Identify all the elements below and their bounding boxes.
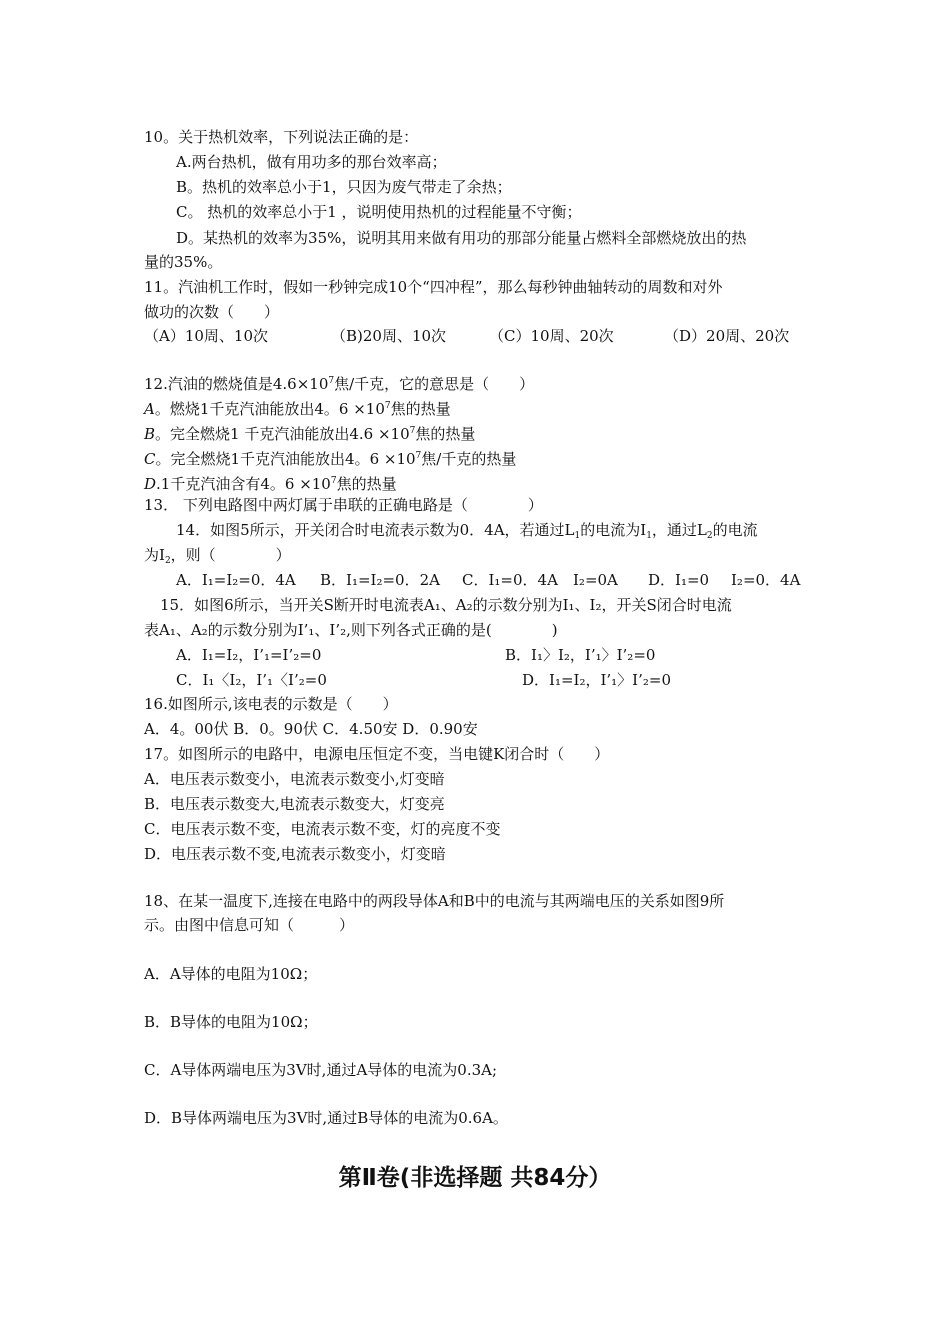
exponent: 7 [328,376,335,386]
option-letter: C [144,450,156,468]
exponent: 7 [409,426,416,436]
q15-option-d: D．I₁=I₂，I’₁〉I’₂=0 [522,671,671,689]
q14-option-c: C．I₁=0．4A [462,571,558,589]
option-letter: A [144,400,155,418]
q12-stem-text: 12.汽油的燃烧值是4.6×10 [144,375,329,393]
q10-option-a: A.两台热机，做有用功多的那台效率高； [176,153,447,171]
q18-stem-line1: 18、在某一温度下,连接在电路中的两段导体A和B中的电流与其两端电压的关系如图9所 [144,892,725,910]
q14-stem-line1 [176,520,758,546]
q18-option-c: C．A导体两端电压为3V时,通过A导体的电流为0.3A; [144,1061,498,1079]
q15-option-b: B．I₁〉I₂，I’₁〉I’₂=0 [505,646,656,664]
section-title: 第Ⅱ卷(非选择题 共84分） [338,1165,612,1191]
q14-option-c-part2: I₂=0A [573,571,618,589]
q11-option-d: （D）20周、20次 [664,327,790,345]
option-text-end: 焦的热量 [415,425,476,443]
subscript: 1 [646,531,652,541]
option-text: 。完全燃烧1 千克汽油能放出4.6 ×10 [155,425,410,443]
text: 的电流为I [580,521,647,539]
q11-stem-line2: 做功的次数（ ） [144,303,280,321]
q18-option-d: D．B导体两端电压为3V时,通过B导体的电流为0.6A。 [144,1109,508,1127]
text: ，通过L [651,521,707,539]
q16-options: A．4。00伏 B．0。90伏 C．4.50安 D．0.90安 [144,720,478,738]
q12-option-a [144,396,451,419]
q12-option-b [144,421,475,444]
q17-option-b: B．电压表示数变大,电流表示数变大，灯变亮 [144,795,445,813]
q12-option-d [144,471,397,494]
q18-option-b: B．B导体的电阻为10Ω； [144,1013,318,1031]
q10-option-c: C。 热机的效率总小于1 ，说明使用热机的过程能量不守衡； [176,203,582,221]
q11-option-a: （A）10周、10次 [144,327,269,345]
q14-option-b: B．I₁=I₂=0．2A [320,571,440,589]
q12-stem-text-end: 焦/千克，它的意思是（ ） [334,375,535,393]
q17-option-d: D．电压表示数不变,电流表示数变小，灯变暗 [144,845,446,863]
option-text-end: 焦的热量 [390,400,451,418]
q17-stem: 17。如图所示的电路中，电源电压恒定不变，当电键K闭合时（ ） [144,745,610,763]
q12-stem [144,371,534,394]
option-text: .1千克汽油含有4。6 ×10 [156,475,331,493]
option-text: 。燃烧1千克汽油能放出4。6 ×10 [154,400,385,418]
q16-stem: 16.如图所示,该电表的示数是（ ） [144,695,398,713]
option-letter: B [144,425,156,443]
text: 的电流 [712,521,758,539]
option-text-end: 焦/千克的热量 [421,450,517,468]
subscript: 1 [574,531,581,541]
q11-stem-line1: 11。汽油机工作时，假如一秒钟完成10个“四冲程”，那么每秒钟曲轴转动的周数和对外 [144,278,723,296]
q15-stem-line1: 15．如图6所示，当开关S断开时电流表A₁、A₂的示数分别为I₁、I₂，开关S闭合时电流 [160,596,732,614]
q15-stem-line2: 表A₁、A₂的示数分别为I’₁、I’₂,则下列各式正确的是( ) [144,621,558,639]
q12-option-c [144,446,516,469]
subscript: 2 [706,531,713,541]
q18-stem-line2: 示。由图中信息可知（ ） [144,916,355,934]
exponent: 7 [384,401,391,411]
q17-option-c: C．电压表示数不变，电流表示数不变，灯的亮度不变 [144,820,501,838]
q14-option-d-part2: I₂=0．4A [731,571,801,589]
q15-option-a: A．I₁=I₂，I’₁=I’₂=0 [176,646,322,664]
exponent: 7 [330,476,337,486]
q11-option-c: （C）10周、20次 [489,327,614,345]
option-text-end: 焦的热量 [336,475,397,493]
q14-stem-line2 [144,545,291,571]
q10-option-d-line2: 量的35%。 [144,253,223,271]
exponent: 7 [415,451,422,461]
text: 14．如图5所示，开关闭合时电流表示数为0．4A，若通过L [176,521,575,539]
option-text: 。完全燃烧1千克汽油能放出4。6 ×10 [155,450,416,468]
q10-option-d-line1: D。某热机的效率为35%，说明其用来做有用功的那部分能量占燃料全部燃烧放出的热 [176,229,747,247]
q14-option-d: D．I₁=0 [648,571,710,589]
text: ，则（ ） [170,546,291,564]
q14-option-a: A．I₁=I₂=0．4A [176,571,296,589]
text: 为I [144,546,165,564]
q10-stem: 10。关于热机效率，下列说法正确的是： [144,128,419,146]
q10-option-b: B。热机的效率总小于1，只因为废气带走了余热； [176,178,512,196]
q15-option-c: C．I₁〈I₂，I’₁〈I’₂=0 [176,671,327,689]
q17-option-a: A．电压表示数变小，电流表示数变小,灯变暗 [144,770,445,788]
subscript: 2 [164,556,171,566]
q18-option-a: A．A导体的电阻为10Ω； [144,965,318,983]
option-letter: D [144,475,157,493]
q11-option-b: （B)20周、10次 [331,327,447,345]
q13-stem: 13． 下列电路图中两灯属于串联的正确电路是（ ） [144,496,543,514]
